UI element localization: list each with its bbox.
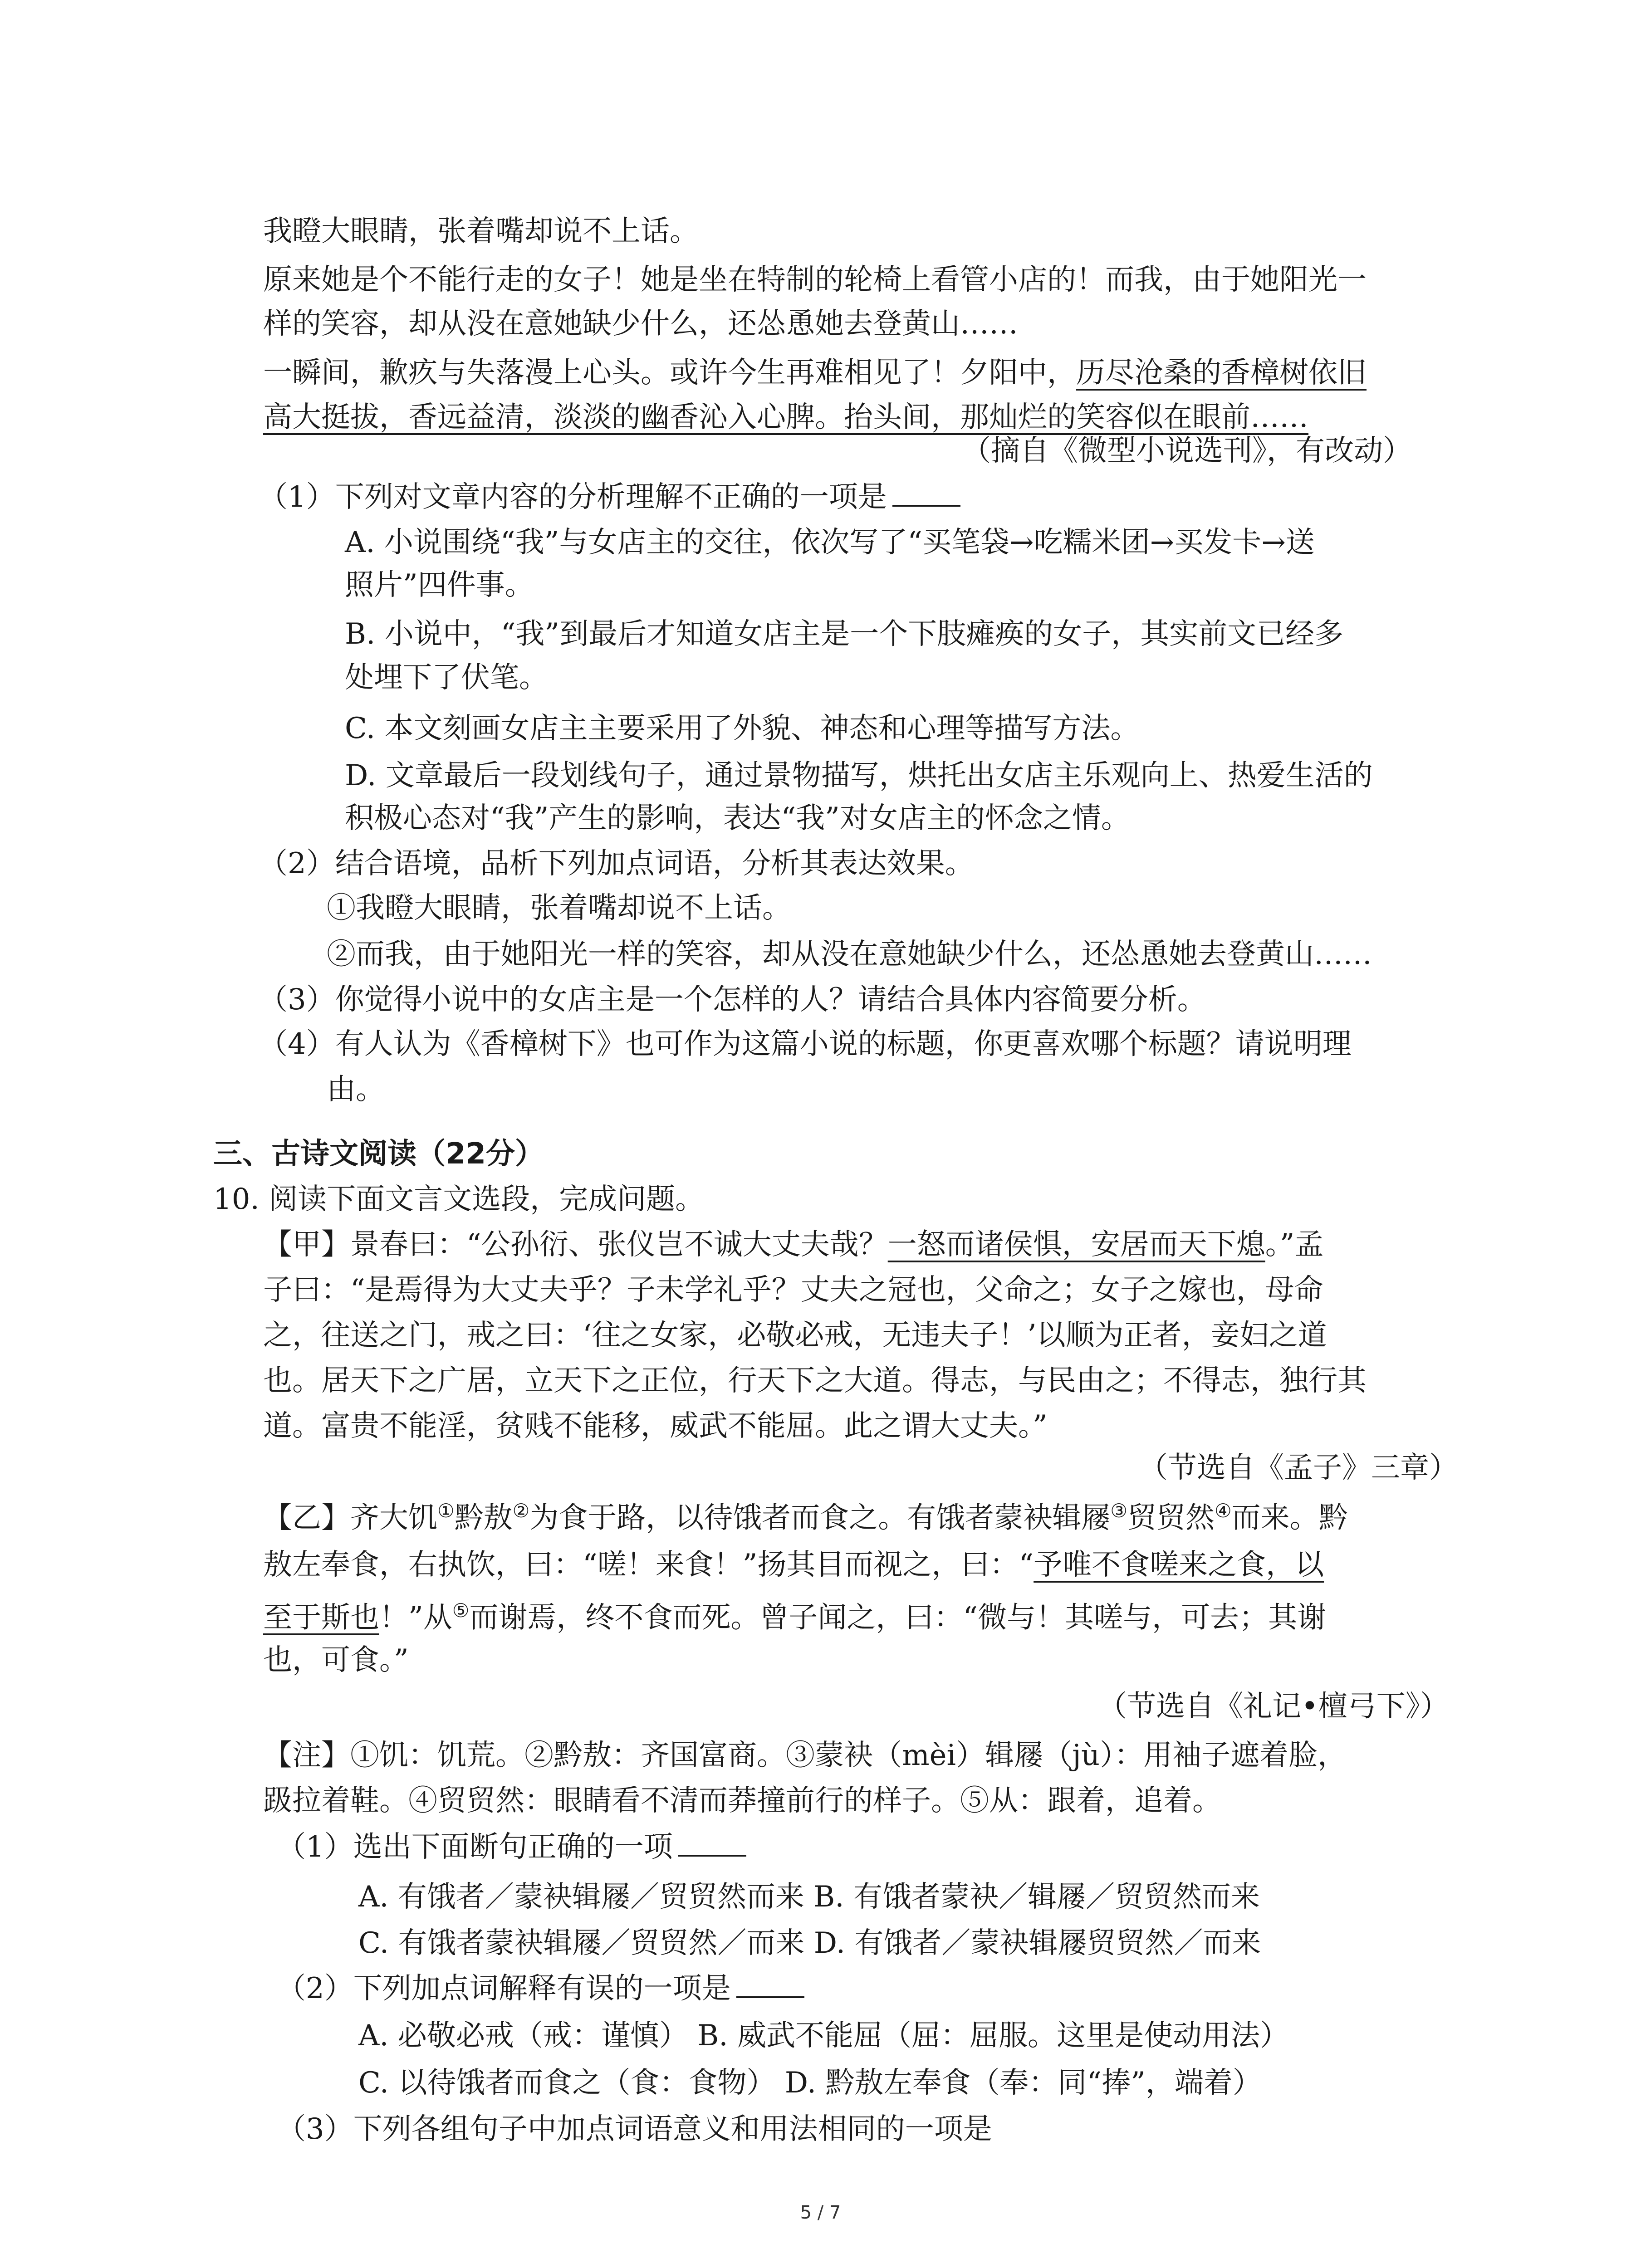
underlined-sentence: 至于斯也 [263, 1601, 379, 1635]
question-10-1 [277, 1830, 746, 1864]
yi-text: 贸贸然 [1127, 1501, 1215, 1535]
notes: 【注】①饥：饥荒。②黔敖：齐国富商。③蒙袂（mèi）辑屦（jù）：用袖子遮着脸， [263, 1739, 1347, 1772]
option-c: C. 本文刻画女店主主要采用了外貌、神态和心理等描写方法。 [345, 712, 1140, 745]
yi-text: 【乙】齐大饥 [263, 1501, 437, 1535]
question-9-4: （4）有人认为《香樟树下》也可作为这篇小说的标题，你更喜欢哪个标题？请说明理 [259, 1027, 1352, 1061]
option-d-cont: 积极心态对“我”产生的影响，表达“我”对女店主的怀念之情。 [345, 802, 1130, 835]
question-9-3: （3）你觉得小说中的女店主是一个怎样的人？请结合具体内容简要分析。 [259, 983, 1206, 1017]
footnote-marker: ③ [1110, 1500, 1127, 1522]
question-10: 10. 阅读下面文言文选段，完成问题。 [213, 1183, 705, 1216]
footnote-marker: ① [437, 1500, 455, 1522]
yi-text: 敖左奉食，右执饮，曰：“嗟！来食！”扬其目而视之，曰：“ [263, 1548, 1034, 1582]
question-9-2: （2）结合语境，品析下列加点词语，分析其表达效果。 [259, 847, 974, 880]
question-10-3: （3）下列各组句子中加点词语意义和用法相同的一项是 [277, 2112, 992, 2146]
footnote-marker: ④ [1214, 1500, 1232, 1522]
passage-text: 一瞬间，歉疚与失落漫上心头。或许今生再难相见了！夕阳中， [263, 356, 1076, 390]
option-d: D. 文章最后一段划线句子，通过景物描写，烘托出女店主乐观向上、热爱生活的 [345, 759, 1373, 792]
notes-cont: 趿拉着鞋。④贸贸然：眼睛看不清而莽撞前行的样子。⑤从：跟着，追着。 [263, 1784, 1221, 1818]
passage-line [263, 356, 1367, 390]
passage-yi [263, 1500, 1348, 1535]
passage-jia-source: （节选自《孟子》三章） [1139, 1451, 1458, 1485]
passage-source: （摘自《微型小说选刊》，有改动） [962, 434, 1412, 468]
underlined-sentence: 历尽沧桑的香樟树依旧 [1076, 356, 1367, 390]
option-a: A. 小说围绕“我”与女店主的交往，依次写了“买笔袋→吃糯米团→买发卡→送 [345, 526, 1315, 559]
yi-text: 而来。黔 [1231, 1501, 1348, 1535]
jia-text: 。”孟 [1265, 1228, 1324, 1261]
options-cd: C. 有饿者蒙袂辑屦／贸贸然／而来 D. 有饿者／蒙袂辑屦贸贸然／而来 [358, 1926, 1261, 1960]
passage-jia-line: 道。富贵不能淫，贫贱不能移，威武不能屈。此之谓大丈夫。” [263, 1409, 1048, 1443]
question-text: （1）选出下面断句正确的一项 [277, 1830, 673, 1864]
question-10-2 [277, 1974, 804, 2003]
passage-jia-line: 之，往送之门，戒之曰：‘往之女家，必敬必戒，无违夫子！’以顺为正者，妾妇之道 [263, 1319, 1327, 1352]
passage-line: 样的笑容，却从没在意她缺少什么，还怂恿她去登黄山…… [263, 307, 1018, 341]
sentence-1: ①我瞪大眼睛，张着嘴却说不上话。 [327, 891, 791, 925]
section-heading: 三、古诗文阅读（22分） [213, 1137, 544, 1171]
underlined-sentence: 予唯不食嗟来之食，以 [1034, 1548, 1324, 1582]
options-cd: C. 以待饿者而食之（食：食物） D. 黔敖左奉食（奉：同“捧”，端着） [358, 2066, 1262, 2100]
option-b: B. 小说中，“我”到最后才知道女店主是一个下肢瘫痪的女子，其实前文已经多 [345, 617, 1344, 651]
option-b-cont: 处埋下了伏笔。 [345, 661, 548, 694]
page-number: 5 / 7 [800, 2202, 841, 2223]
passage-yi-line: 也，可食。” [263, 1643, 409, 1677]
options-ab: A. 必敬必戒（戒：谨慎） B. 威武不能屈（屈：屈服。这里是使动用法） [358, 2019, 1289, 2053]
passage-line: 原来她是个不能行走的女子！她是坐在特制的轮椅上看管小店的！而我，由于她阳光一 [263, 263, 1367, 297]
question-9-4-cont: 由。 [327, 1073, 385, 1106]
passage-yi-line [263, 1548, 1324, 1582]
passage-yi-source: （节选自《礼记•檀弓下》） [1098, 1690, 1449, 1723]
passage-yi-line [263, 1599, 1327, 1635]
sentence-2: ②而我，由于她阳光一样的笑容，却从没在意她缺少什么，还怂恿她去登黄山…… [327, 938, 1372, 971]
yi-text: 而谢焉，终不食而死。曾子闻之，曰：“微与！其嗟与，可去；其谢 [469, 1601, 1327, 1635]
passage-jia-line: 子曰：“是焉得为大丈夫乎？子未学礼乎？丈夫之冠也，父命之；女子之嫁也，母命 [263, 1273, 1323, 1307]
answer-blank[interactable] [736, 1992, 804, 1998]
passage-jia-line: 也。居天下之广居，立天下之正位，行天下之大道。得志，与民由之；不得志，独行其 [263, 1364, 1367, 1398]
yi-text: ！”从 [379, 1601, 452, 1635]
passage-jia [263, 1230, 1323, 1259]
question-text: （1）下列对文章内容的分析理解不正确的一项是 [259, 480, 887, 514]
option-a-cont: 照片”四件事。 [345, 568, 534, 602]
passage-line: 我瞪大眼睛，张着嘴却说不上话。 [263, 215, 699, 248]
options-ab: A. 有饿者／蒙袂辑屦／贸贸然而来 B. 有饿者蒙袂／辑屦／贸贸然而来 [358, 1880, 1260, 1914]
footnote-marker: ② [512, 1500, 530, 1522]
jia-text: 【甲】景春曰：“公孙衍、张仪岂不诚大丈夫哉？ [263, 1228, 888, 1261]
answer-blank[interactable] [892, 500, 960, 507]
underlined-sentence: 一怒而诸侯惧，安居而天下熄 [887, 1228, 1265, 1261]
yi-text: 为食于路，以待饿者而食之。有饿者蒙袂辑屦 [529, 1501, 1111, 1535]
footnote-marker: ⑤ [452, 1599, 470, 1622]
answer-blank[interactable] [678, 1850, 746, 1857]
question-text: （2）下列加点词解释有误的一项是 [277, 1972, 731, 2005]
question-9-1 [259, 480, 960, 514]
yi-text: 黔敖 [454, 1501, 513, 1535]
underlined-sentence: 高大挺拔，香远益清，淡淡的幽香沁入心脾。抬头间，那灿烂的笑容似在眼前…… [263, 401, 1308, 434]
